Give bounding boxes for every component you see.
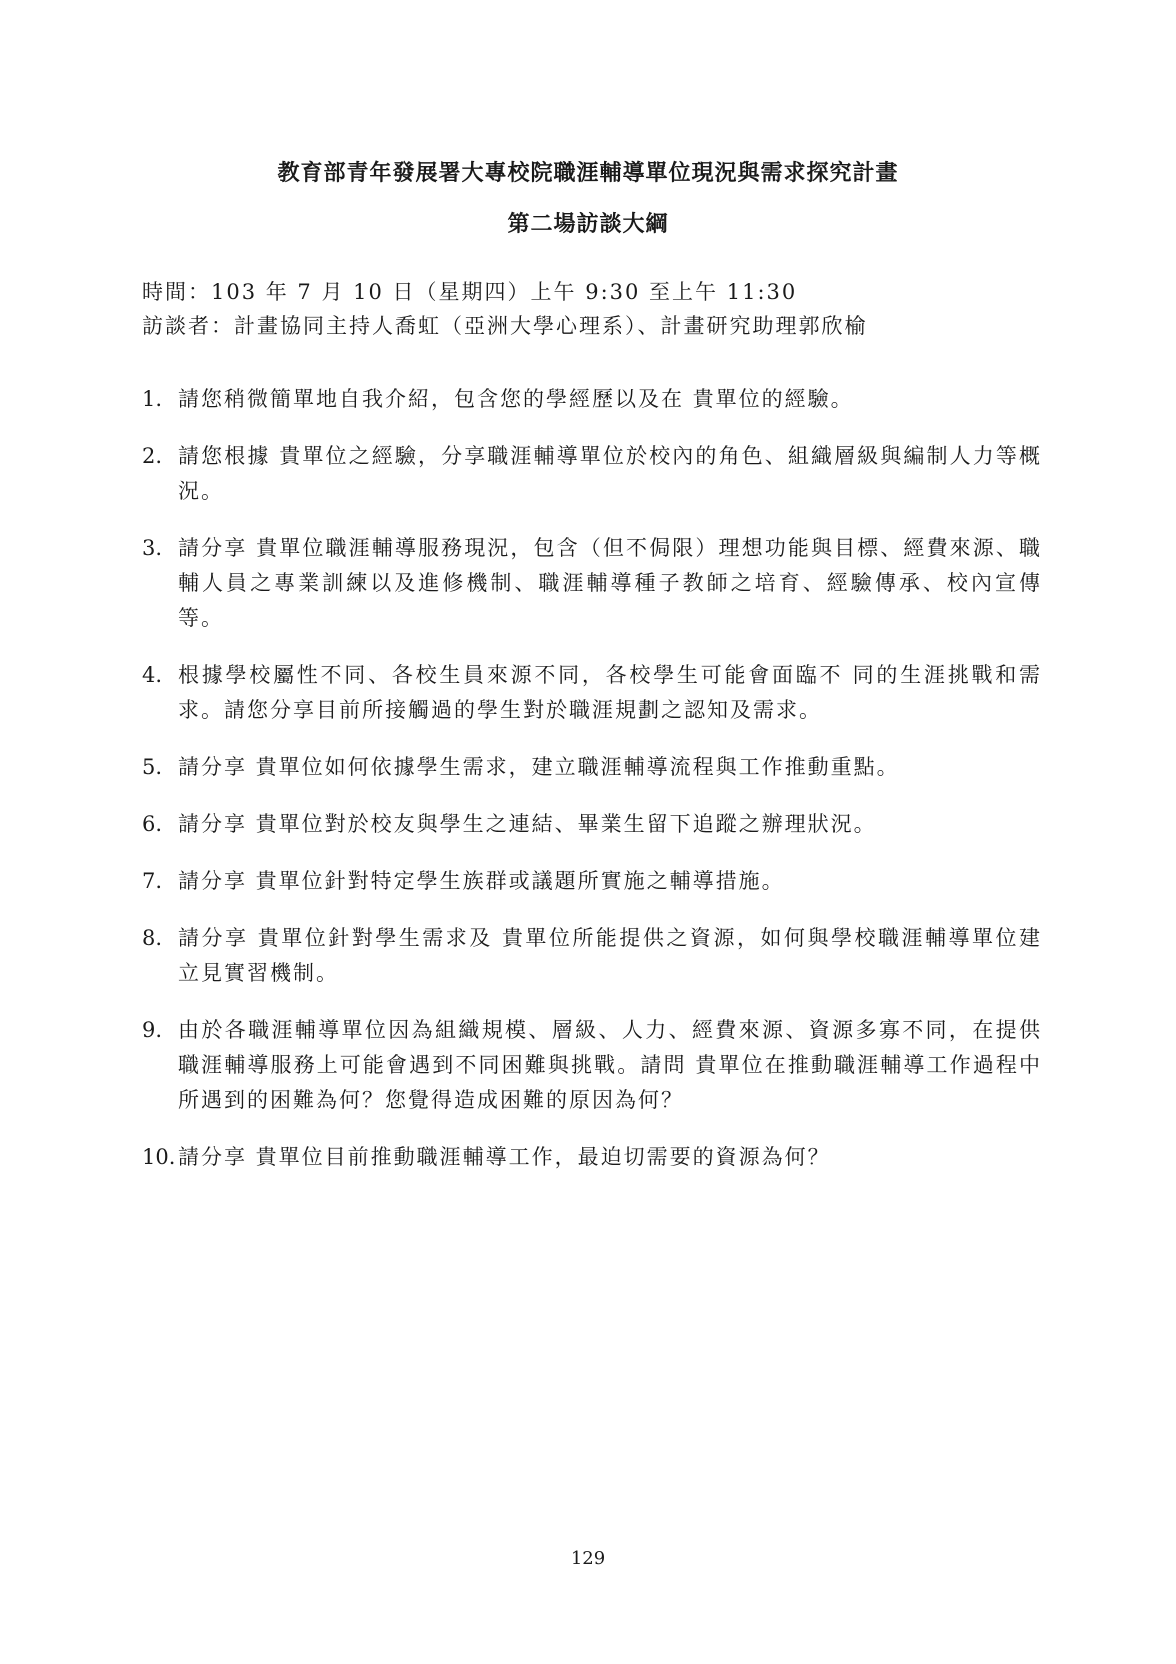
question-item — [142, 439, 1042, 509]
question-text: 請分享 貴單位對於校友與學生之連結、畢業生留下追蹤之辦理狀況。 — [178, 812, 877, 836]
question-number: 7. — [142, 869, 163, 893]
question-number: 1. — [142, 387, 163, 411]
interview-time: 時間：103 年 7 月 10 日（星期四）上午 9:30 至上午 11:30 — [142, 280, 798, 304]
question-item — [142, 1140, 1042, 1175]
question-item — [142, 1013, 1042, 1118]
question-item — [142, 921, 1042, 991]
question-text: 請分享 貴單位針對學生需求及 貴單位所能提供之資源，如何與學校職涯輔導單位建立見實習機制。 — [178, 926, 1042, 985]
question-number: 3. — [142, 536, 163, 560]
question-text: 請分享 貴單位目前推動職涯輔導工作，最迫切需要的資源為何？ — [178, 1145, 831, 1169]
question-number: 8. — [142, 926, 163, 950]
question-item — [142, 864, 1042, 899]
question-item — [142, 750, 1042, 785]
question-item — [142, 658, 1042, 728]
question-text: 請分享 貴單位針對特定學生族群或議題所實施之輔導措施。 — [178, 869, 785, 893]
question-text: 由於各職涯輔導單位因為組織規模、層級、人力、經費來源、資源多寡不同，在提供職涯輔導服務上可能會遇到不同困難與挑戰。請問 貴單位在推動職涯輔導工作過程中所遇到的困難為何？您覺得造成困難的原因為何？ — [178, 1018, 1042, 1112]
question-list — [142, 382, 1042, 1175]
question-number: 5. — [142, 755, 163, 779]
page-number: 129 — [570, 1548, 606, 1569]
question-text: 請您稍微簡單地自我介紹，包含您的學經歷以及在 貴單位的經驗。 — [178, 387, 854, 411]
question-number: 10. — [142, 1145, 176, 1169]
question-text: 根據學校屬性不同、各校生員來源不同，各校學生可能會面臨不 同的生涯挑戰和需求。請您分享目前所接觸過的學生對於職涯規劃之認知及需求。 — [178, 663, 1042, 722]
question-item — [142, 382, 1042, 417]
document-title: 教育部青年發展署大專校院職涯輔導單位現況與需求探究計畫 — [277, 160, 899, 186]
question-number: 2. — [142, 444, 163, 468]
question-number: 6. — [142, 812, 163, 836]
question-text: 請分享 貴單位如何依據學生需求，建立職涯輔導流程與工作推動重點。 — [178, 755, 900, 779]
document-subtitle: 第二場訪談大綱 — [507, 211, 669, 237]
question-number: 4. — [142, 663, 163, 687]
question-item — [142, 807, 1042, 842]
question-number: 9. — [142, 1018, 163, 1042]
question-item — [142, 531, 1042, 636]
question-text: 請您根據 貴單位之經驗，分享職涯輔導單位於校內的角色、組織層級與編制人力等概況。 — [178, 444, 1042, 503]
question-text: 請分享 貴單位職涯輔導服務現況，包含（但不侷限）理想功能與目標、經費來源、職輔人員之專業訓練以及進修機制、職涯輔導種子教師之培育、經驗傳承、校內宣傳等。 — [178, 536, 1042, 630]
interviewer-line: 訪談者：計畫協同主持人喬虹（亞洲大學心理系）、計畫研究助理郭欣榆 — [142, 314, 868, 338]
